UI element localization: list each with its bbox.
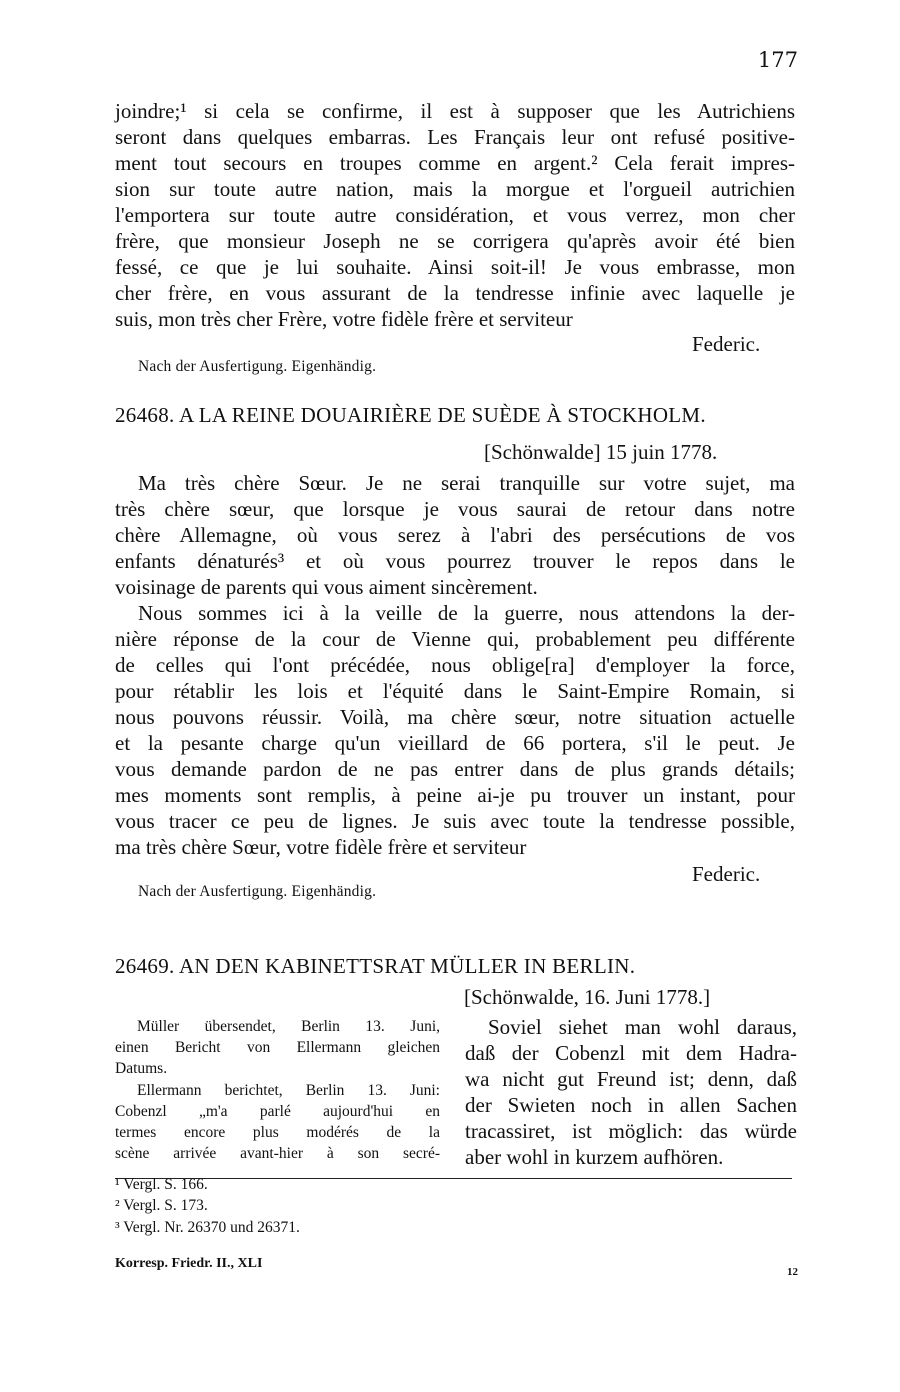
letter-heading: 26469. AN DEN KABINETTSRAT MÜLLER IN BERLIN.	[115, 954, 636, 978]
text-line: aber wohl in kurzem aufhören.	[465, 1145, 724, 1169]
sheet-number: 12	[787, 1266, 798, 1278]
summary-line: Müller übersendet, Berlin 13. Juni,	[137, 1018, 440, 1035]
text-line: voisinage de parents qui vous aiment sincèrement.	[115, 575, 538, 599]
text-line: très chère sœur, que lorsque je vous saurai de retour dans notre	[115, 497, 795, 521]
text-line: l'emportera sur toute autre considération, et vous verrez, mon cher	[115, 203, 795, 227]
footnote: ² Vergl. S. 173.	[115, 1197, 208, 1214]
text-line: ment tout secours en troupes comme en argent.² Cela ferait impres-	[115, 151, 795, 175]
text-line: Nous sommes ici à la veille de la guerre, nous attendons la der-	[138, 601, 795, 625]
text-line: pour rétablir les lois et l'équité dans le Saint-Empire Romain, si	[115, 679, 795, 703]
text-line: enfants dénaturés³ et où vous pourrez trouver le repos dans le	[115, 549, 795, 573]
dateline: [Schönwalde, 16. Juni 1778.]	[464, 985, 711, 1009]
footnote-rule	[115, 1178, 792, 1179]
source-note: Nach der Ausfertigung. Eigenhändig.	[138, 883, 377, 900]
text-line: Soviel siehet man wohl daraus,	[488, 1015, 797, 1039]
text-line: et la pesante charge qu'un vieillard de 66 portera, s'il le peut. Je	[115, 731, 795, 755]
text-line: tracassiret, ist möglich: das würde	[465, 1119, 797, 1143]
text-line: mes moments sont remplis, à peine ai-je pu trouver un instant, pour	[115, 783, 795, 807]
text-line: nière réponse de la cour de Vienne qui, probablement peu différente	[115, 627, 795, 651]
footnote: ³ Vergl. Nr. 26370 und 26371.	[115, 1219, 300, 1236]
source-note: Nach der Ausfertigung. Eigenhändig.	[138, 358, 377, 375]
text-line: vous tracer ce peu de lignes. Je suis avec toute la tendresse possible,	[115, 809, 795, 833]
signature: Federic.	[692, 332, 761, 356]
dateline: [Schönwalde] 15 juin 1778.	[484, 440, 718, 464]
text-line: cher frère, en vous assurant de la tendresse infinie avec laquelle je	[115, 281, 795, 305]
footnote: ¹ Vergl. S. 166.	[115, 1176, 208, 1193]
signature-mark: Korresp. Friedr. II., XLI	[115, 1256, 263, 1271]
text-line: de celles qui l'ont précédée, nous oblige[ra] d'employer la force,	[115, 653, 795, 677]
text-line: sion sur toute autre nation, mais la morgue et l'orgueil autrichien	[115, 177, 795, 201]
text-line: vous demande pardon de ne pas entrer dans de plus grands détails;	[115, 757, 795, 781]
summary-line: Datums.	[115, 1060, 168, 1077]
text-line: wa nicht gut Freund ist; denn, daß	[465, 1067, 797, 1091]
signature: Federic.	[692, 862, 761, 886]
text-line: suis, mon très cher Frère, votre fidèle frère et serviteur	[115, 307, 573, 331]
text-line: nous pouvons réussir. Voilà, ma chère sœur, notre situation actuelle	[115, 705, 795, 729]
text-line: seront dans quelques embarras. Les Français leur ont refusé positive-	[115, 125, 795, 149]
summary-line: Ellermann berichtet, Berlin 13. Juni:	[137, 1082, 440, 1099]
text-line: joindre;¹ si cela se confirme, il est à supposer que les Autrichiens	[115, 99, 795, 123]
summary-line: scène arrivée avant-hier à son secré-	[115, 1145, 440, 1162]
text-line: ma très chère Sœur, votre fidèle frère et serviteur	[115, 835, 527, 859]
text-line: frère, que monsieur Joseph ne se corrigera qu'après avoir été bien	[115, 229, 795, 253]
summary-line: einen Bericht von Ellermann gleichen	[115, 1039, 440, 1056]
page-number: 177	[757, 48, 798, 72]
text-line: chère Allemagne, où vous serez à l'abri des persécutions de vos	[115, 523, 795, 547]
summary-line: Cobenzl „m'a parlé aujourd'hui en	[115, 1103, 440, 1120]
letter-heading: 26468. A LA REINE DOUAIRIÈRE DE SUÈDE À STOCKHOLM.	[115, 403, 706, 427]
text-line: der Swieten noch in allen Sachen	[465, 1093, 797, 1117]
text-line: daß der Cobenzl mit dem Hadra-	[465, 1041, 797, 1065]
text-line: fessé, ce que je lui souhaite. Ainsi soit-il! Je vous embrasse, mon	[115, 255, 795, 279]
text-line: Ma très chère Sœur. Je ne serai tranquille sur votre sujet, ma	[138, 471, 795, 495]
summary-line: termes encore plus modérés de la	[115, 1124, 440, 1141]
